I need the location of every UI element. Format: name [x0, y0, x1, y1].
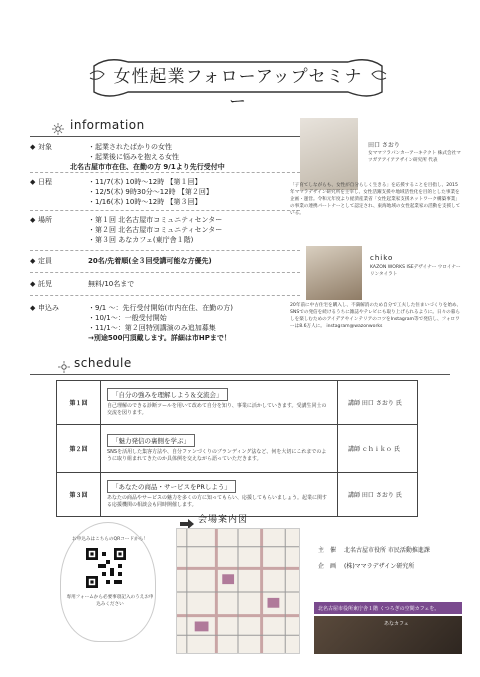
- bullet-icon: ◆: [30, 280, 36, 288]
- bullet-icon: ◆: [30, 143, 36, 151]
- bullet-icon: ◆: [30, 216, 36, 224]
- lecturer-bio: 20年前に中古住宅を購入し、不満解消のため自分で工夫した住まいづくりを始め、SNSでの発信を続けるうちに雑誌やテレビにも取り上げられるように。日々の暮らしを楽しむためのアイデアやインテリアのコツをInstagram等で発信し、フォロワーは8.6万人に。 instagram@wazonworks: [290, 303, 462, 329]
- info-row-place: ◆ 場所 ・第１回 北名古屋市コミュニティセンター ・第２回 北名古屋市コミュニティセンター ・第３回 あなカフェ(東庁舎１階): [30, 216, 223, 244]
- bullet-icon: ◆: [30, 178, 36, 186]
- info-row-date: ◆ 日程 ・11/7(木) 10時～12時 【第１回】 ・12/5(木) 9時30分～12時 【第２回】 ・1/16(木) 10時～12時 【第３回】: [30, 178, 213, 206]
- qr-code-icon[interactable]: [86, 548, 126, 588]
- lecturer-photo: [306, 246, 362, 300]
- info-heading: information: [70, 118, 145, 132]
- lecturer-role: 女ママフラパンカーアーキテクト 株式会社マツガアアイアアザイン研究所 代表: [368, 151, 461, 163]
- organizer-plan-label: 企 画: [318, 563, 337, 570]
- table-row: 第３回 「あなたの商品・サービスをPRしよう」 あなたの商品やサービスの魅力を多くの方に知ってもらい、応援してもらいましょう。起業に関する応援機関の相談会も同時開催します。 講師 田口 さおり 氏: [57, 473, 418, 517]
- footer-cafe-band: 北名古屋市役所東庁舎１階 くつろぎの空間カフェを。: [314, 602, 462, 614]
- divider: [30, 374, 450, 375]
- lecturer-photo: [300, 118, 358, 190]
- organizer-host: 北名古屋市役所 市民活動推進課: [344, 547, 430, 554]
- divider: [30, 295, 300, 296]
- bullet-icon: ◆: [30, 304, 36, 312]
- bullet-icon: ◆: [30, 257, 36, 265]
- divider: [30, 136, 300, 137]
- table-row: 第１回 「自分の強みを理解しよう＆交流会」 自己理解のできる診断ツールを用いて改めて自分を知り、事業に活かしていきます。受講生同士の交流を図ります。 講師 田口 さおり 氏: [57, 381, 418, 425]
- divider: [30, 210, 300, 211]
- cafe-name: あなカフェ: [384, 621, 409, 627]
- divider: [30, 172, 300, 173]
- lecturer-role: KAZON WORKS ISEデザイナー ウロイナーリンタイラト: [370, 265, 461, 277]
- organizer-plan: (株)ママラデザイン研究所: [344, 563, 415, 570]
- info-row-capacity: ◆ 定員 20名/先着順(全３回受講可能な方優先): [30, 257, 212, 265]
- lecturer-name: 田口 さおり: [368, 142, 400, 149]
- divider: [30, 272, 300, 273]
- info-row-apply: ◆ 申込み ・9/1 ～：先行受付開始(市内在住、在勤の方) ・10/1～：一般受付開始 ・11/1～：第２回特別講演のみ追加募集 →別途500円頂戴します。詳細は市HPまで！: [30, 304, 233, 342]
- divider: [30, 250, 300, 251]
- venue-map: [176, 528, 300, 654]
- map-heading: 会場案内図: [198, 515, 249, 525]
- qr-caption: お申込みはこちらのQRコードから！: [72, 537, 148, 542]
- table-row: 第２回 「魅力発信の裏側を学ぶ」 SNSを活用した集客方法や、自分ファンづくりのブランディング法など、何を大切にこれまでのように取り組まれてきたのか具体例を交えながら語っていただきます。 講師 ｃｈｉｋｏ 氏: [57, 425, 418, 473]
- lecturer-name: chiko: [370, 254, 394, 262]
- schedule-heading: schedule: [74, 356, 132, 370]
- organizer-host-label: 主 催: [318, 547, 337, 554]
- arrow-right-icon: [180, 514, 194, 524]
- info-row-target: ◆ 対象 ・起業されたばかりの女性 ・起業後に悩みを抱える女性 北名古屋市市在住、在勤の方 9/1より先行受付中: [30, 143, 225, 171]
- lecturer-bio: 「子育てしながらも、女性が自分らしく生きる」を応援することを目指し、2015年ママラデザイン研究所を主宰し、女性活躍支援や地域活性化を目的とした事業を企画・運営。令和元年度より経済産業省「女性起業家支援ネットワーク構築事業」の事業の連携パートナーとして認定され、東海地域の女性起業家の活動を支援している。: [290, 183, 461, 216]
- info-row-childcare: ◆ 託児 無料/10名まで: [30, 280, 135, 288]
- page-title: 女性起業フォローアップセミナー: [113, 67, 363, 112]
- qr-subtext: 専用フォームから必要事項記入のうえお申込みください: [66, 595, 154, 607]
- schedule-table: [56, 380, 418, 517]
